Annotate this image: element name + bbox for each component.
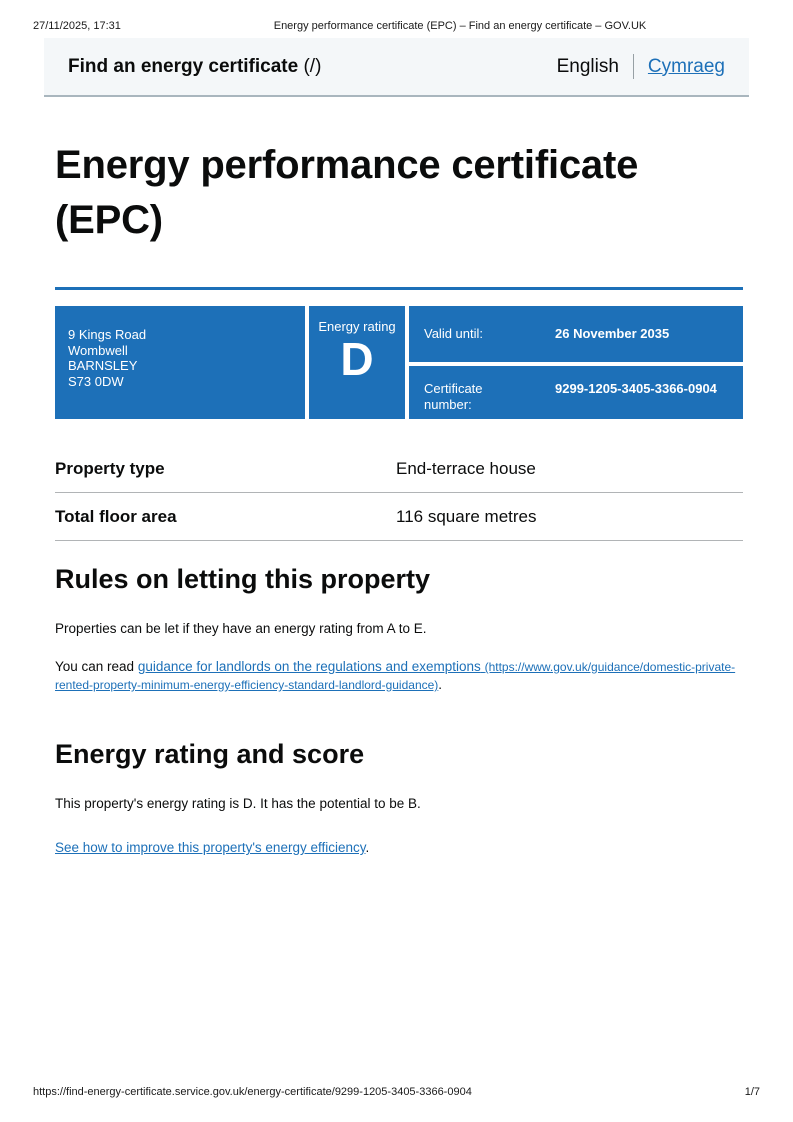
certificate-number-value: 9299-1205-3405-3366-0904	[555, 381, 717, 396]
table-row	[55, 493, 743, 541]
improve-paragraph-suffix: .	[365, 840, 370, 855]
landlord-guidance-link[interactable]	[55, 659, 735, 692]
energy-rating-label: Energy rating	[318, 319, 396, 334]
address-line: Wombwell	[68, 342, 128, 358]
print-page-indicator: 1/7	[744, 1086, 760, 1098]
landlord-guidance-link-url: (https://www.gov.uk/guidance/domestic-private-rented-property-minimum-energy-efficiency-standard-landlord-guidance)	[55, 660, 736, 692]
guidance-paragraph-prefix: You can read	[55, 659, 138, 674]
print-footer-url: https://find-energy-certificate.service.gov.uk/energy-certificate/9299-1205-3405-3366-0904	[33, 1086, 472, 1098]
address-line: BARNSLEY	[68, 358, 138, 373]
property-type-value: End-terrace house	[396, 459, 536, 478]
language-current-label: English	[556, 55, 619, 77]
blue-divider-rule	[55, 287, 743, 290]
improve-paragraph	[55, 839, 743, 857]
address-line: 9 Kings Road	[68, 327, 147, 342]
language-switcher	[557, 54, 725, 79]
property-facts-table	[55, 445, 743, 541]
service-name-href: (/)	[303, 55, 322, 77]
landlord-guidance-link-text: guidance for landlords on the regulations and exemptions	[137, 659, 481, 674]
language-divider	[633, 54, 634, 79]
guidance-paragraph	[55, 658, 743, 694]
energy-rating-section-heading: Energy rating and score	[55, 739, 365, 769]
guidance-paragraph-suffix: .	[438, 677, 443, 692]
certificate-details-column	[409, 306, 743, 419]
property-type-label: Property type	[55, 459, 165, 478]
rules-section-heading: Rules on letting this property	[55, 564, 431, 594]
certificate-summary-box	[55, 306, 743, 419]
print-document-title: Energy performance certificate (EPC) – Find an energy certificate – GOV.UK	[273, 20, 647, 32]
valid-until-value: 26 November 2035	[555, 326, 670, 341]
energy-rating-paragraph: This property's energy rating is D. It has the potential to be B.	[55, 796, 421, 811]
property-address	[55, 306, 305, 419]
table-row	[55, 445, 743, 493]
service-name-text: Find an energy certificate	[68, 55, 299, 77]
total-floor-area-label: Total floor area	[55, 507, 177, 526]
service-header	[44, 38, 749, 97]
page-title: Energy performance certificate (EPC)	[55, 143, 639, 242]
improve-efficiency-link[interactable]: See how to improve this property's energy efficiency	[55, 840, 366, 855]
valid-until-label: Valid until:	[424, 326, 484, 341]
print-footer	[33, 1086, 760, 1098]
language-welsh-link[interactable]: Cymraeg	[647, 55, 725, 77]
certificate-number-label: Certificate number:	[424, 381, 483, 412]
valid-until-cell	[409, 306, 743, 362]
rules-paragraph: Properties can be let if they have an energy rating from A to E.	[55, 621, 427, 636]
print-datetime: 27/11/2025, 17:31	[33, 20, 121, 32]
energy-rating-value: D	[340, 333, 374, 385]
main-content	[55, 97, 743, 857]
total-floor-area-value: 116 square metres	[396, 507, 537, 526]
certificate-number-cell	[409, 366, 743, 419]
energy-rating-cell	[309, 306, 405, 419]
service-name-link[interactable]	[68, 56, 321, 78]
address-line: S73 0DW	[68, 373, 124, 389]
